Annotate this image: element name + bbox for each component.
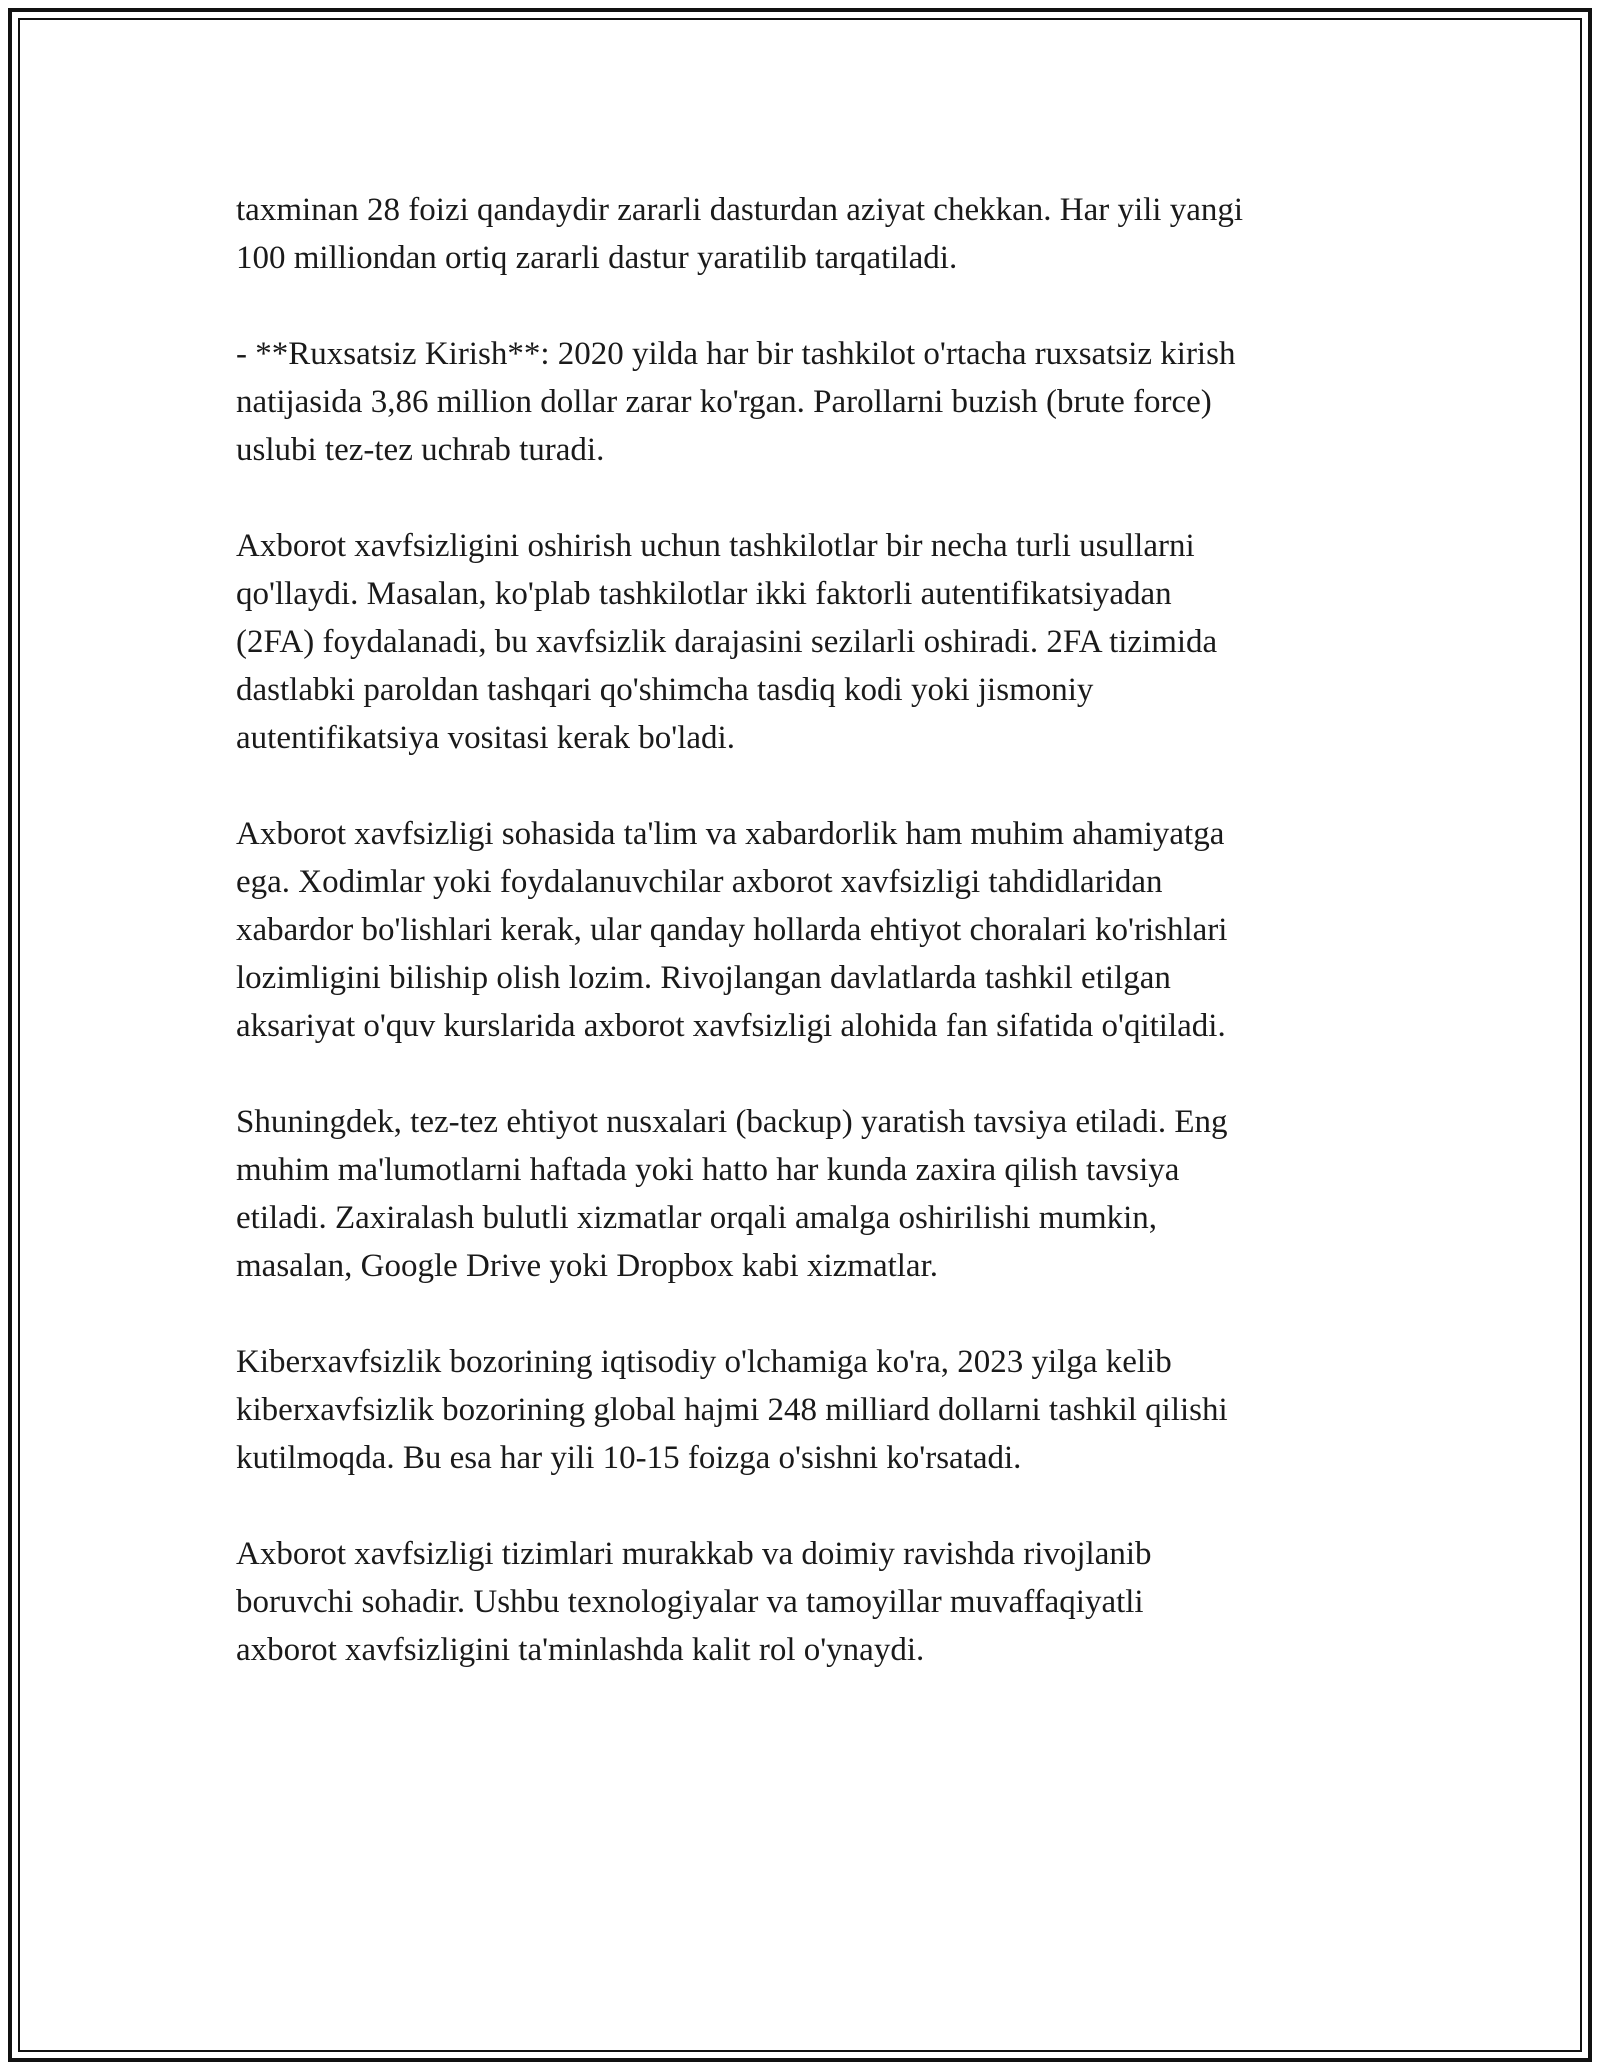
paragraph-malware-stats: taxminan 28 foizi qandaydir zararli dasturdan aziyat chekkan. Har yili yangi 100 milliondan ortiq zararli dastur yaratilib tarqatiladi. (236, 192, 1244, 276)
paragraph-conclusion: Axborot xavfsizligi tizimlari murakkab va doimiy ravishda rivojlanib boruvchi sohadir. Ushbu texnologiyalar va tamoyillar muvaffaqiyatli axborot xavfsizligini ta'minlashda kalit rol o'ynaydi. (236, 1536, 1152, 1668)
paragraph-two-factor-auth: Axborot xavfsizligini oshirish uchun tashkilotlar bir necha turli usullarni qo'llaydi. Masalan, ko'plab tashkilotlar ikki faktorli autentifikatsiyadan (2FA) foydalanadi, bu xavfsizlik darajasini sezilarli oshiradi. 2FA tizimida dastlabki paroldan tashqari qo'shimcha tasdiq kodi yoki jismoniy autentifikatsiya vositasi kerak bo'ladi. (236, 528, 1218, 756)
paragraph-education-awareness: Axborot xavfsizligi sohasida ta'lim va xabardorlik ham muhim ahamiyatga ega. Xodimlar yoki foydalanuvchilar axborot xavfsizligi tahdidlaridan xabardor bo'lishlari kerak, ular qanday hollarda ehtiyot choralari ko'rishlari lozimligini biliship olish lozim. Rivojlangan davlatlarda tashkil etilgan aksariyat o'quv kurslarida axborot xavfsizligi alohida fan sifatida o'qitiladi. (236, 816, 1228, 1044)
paragraph-backup: Shuningdek, tez-tez ehtiyot nusxalari (backup) yaratish tavsiya etiladi. Eng muhim ma'lumotlarni haftada yoki hatto har kunda zaxira qilish tavsiya etiladi. Zaxiralash bulutli xizmatlar orqali amalga oshirilishi mumkin, masalan, Google Drive yoki Dropbox kabi xizmatlar. (236, 1104, 1228, 1284)
paragraph-market-size: Kiberxavfsizlik bozorining iqtisodiy o'lchamiga ko'ra, 2023 yilga kelib kiberxavfsizlik bozorining global hajmi 248 milliard dollarni tashkil qilishi kutilmoqda. Bu esa har yili 10-15 foizga o'sishni ko'rsatadi. (236, 1344, 1228, 1476)
paragraph-unauthorized-access: - **Ruxsatsiz Kirish**: 2020 yilda har bir tashkilot o'rtacha ruxsatsiz kirish natijasida 3,86 million dollar zarar ko'rgan. Parollarni buzish (brute force) uslubi tez-tez uchrab turadi. (236, 336, 1236, 468)
document-body (236, 186, 1366, 1722)
